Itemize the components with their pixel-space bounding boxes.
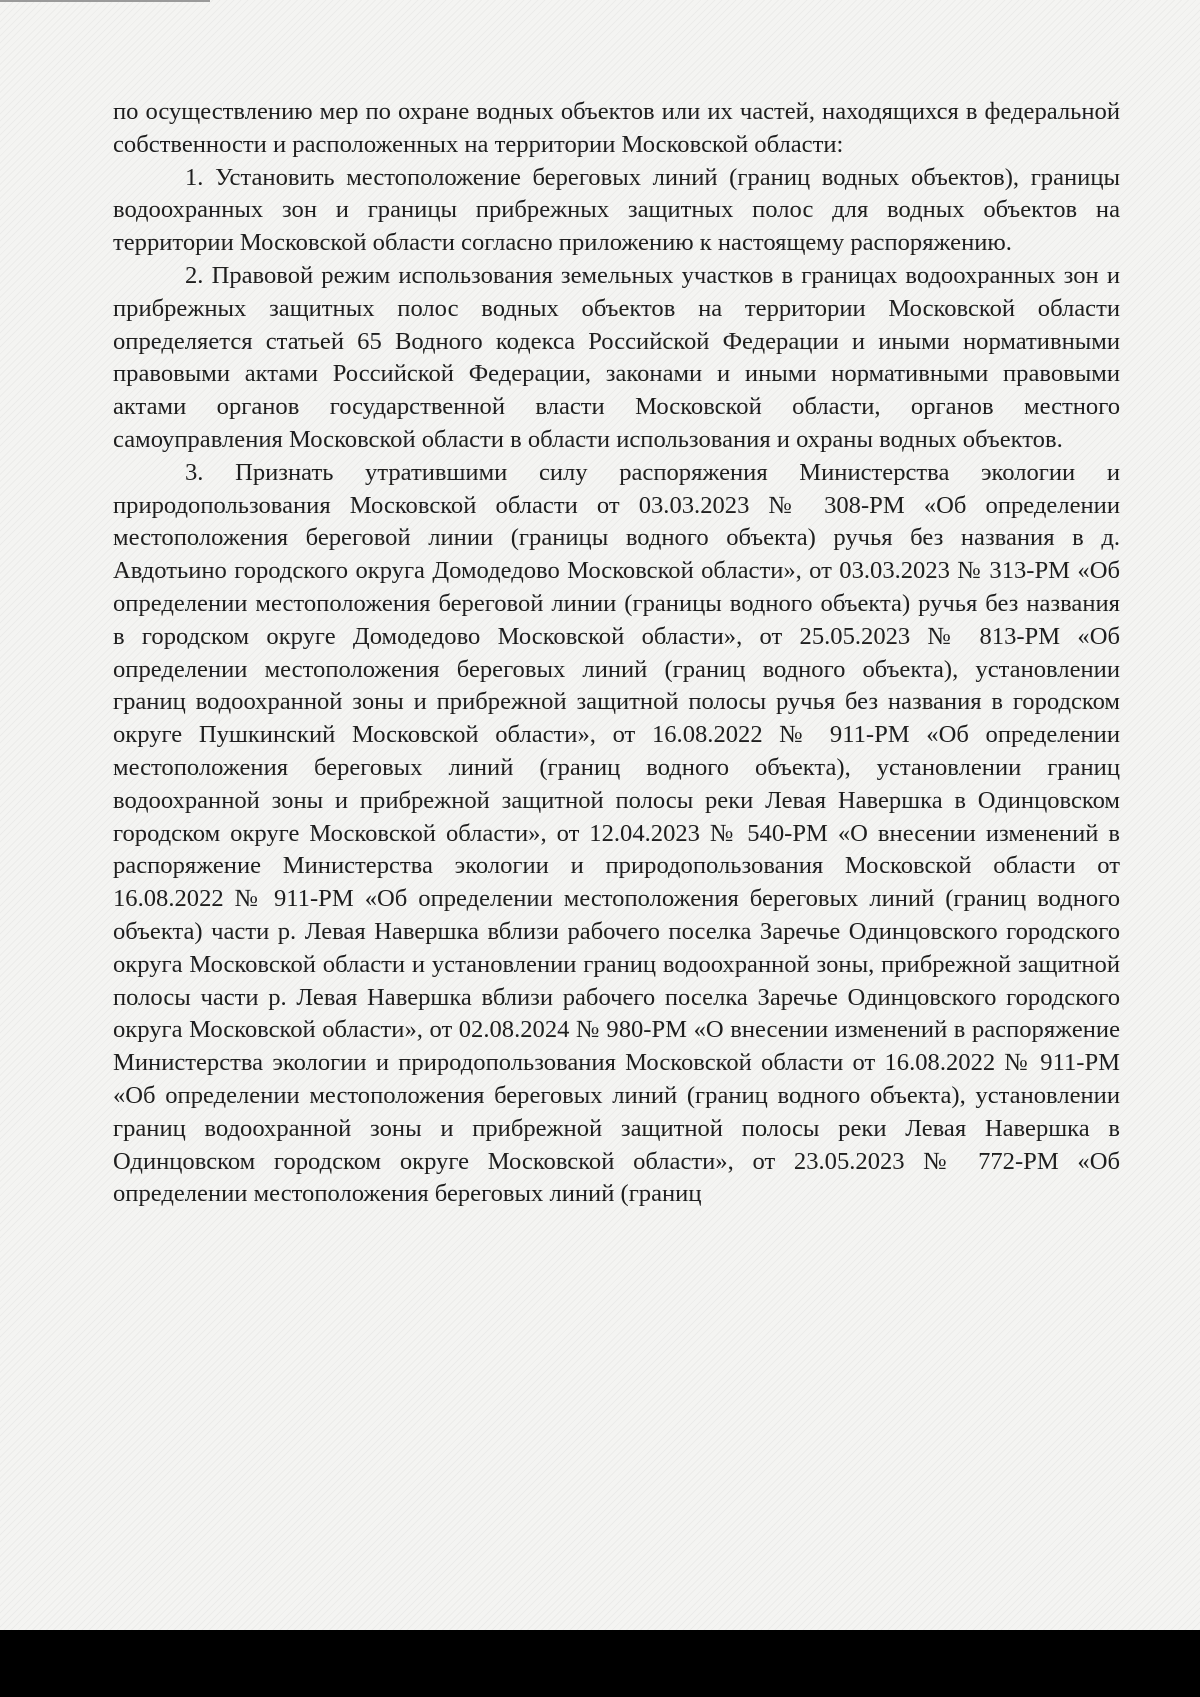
paragraph-item-1: 1. Установить местоположение береговых линий (границ водных объектов), границы водоохранных зон и границы прибрежных защитных полос для водных объектов на территории Московской области согласно приложению к настоящему распоряжению. — [113, 163, 1120, 257]
scan-black-margin — [0, 1630, 1200, 1697]
paragraph-preamble-continuation: по осуществлению мер по охране водных объектов или их частей, находящихся в федеральной собственности и расположенных на территории Московской области: — [113, 98, 1120, 158]
paragraph-item-2: 2. Правовой режим использования земельных участков в границах водоохранных зон и прибрежных защитных полос водных объектов на территории Московской области определяется статьей 65 Водного кодекса Российской Федерации и иными нормативными правовыми актами Российской Федерации, законами и иными нормативными правовыми актами органов государственной власти Московской области, органов местного самоуправления Московской области в области использования и охраны водных объектов. — [113, 261, 1120, 453]
paragraph-item-3: 3. Признать утратившими силу распоряжения Министерства экологии и природопользования Московской области от 03.03.2023 № 308-РМ «Об определении местоположения береговой линии (границы водного объекта) ручья без названия в д. Авдотьино городского округа Домодедово Московской области», от 03.03.2023 № 313-РМ «Об определении местоположения береговой линии (границы водного объекта) ручья без названия в городском округе Домодедово Московской области», от 25.05.2023 № 813-РМ «Об определении местоположения береговых линий (границ водного объекта), установлении границ водоохранной зоны и прибрежной защитной полосы ручья без названия в городском округе Пушкинский Московской области», от 16.08.2022 № 911-РМ «Об определении местоположения береговых линий (границ водного объекта), установлении границ водоохранной зоны и прибрежной защитной полосы реки Левая Навершка в Одинцовском городском округе Московской области», от 12.04.2023 № 540-РМ «О внесении изменений в распоряжение Министерства экологии и природопользования Московской области от 16.08.2022 № 911-РМ «Об определении местоположения береговых линий (границ водного объекта) части р. Левая Навершка вблизи рабочего поселка Заречье Одинцовского городского округа Московской области и установлении границ водоохранной зоны, прибрежной защитной полосы части р. Левая Навершка вблизи рабочего поселка Заречье Одинцовского городского округа Московской области», от 02.08.2024 № 980-РМ «О внесении изменений в распоряжение Министерства экологии и природопользования Московской области от 16.08.2022 № 911-РМ «Об определении местоположения береговых линий (границ водного объекта), установлении границ водоохранной зоны и прибрежной защитной полосы реки Левая Навершка в Одинцовском городском округе Московской области», от 23.05.2023 № 772-РМ «Об определении местоположения береговых линий (границ — [113, 458, 1120, 1208]
scan-edge-line — [0, 0, 210, 2]
document-body — [113, 96, 1120, 1211]
